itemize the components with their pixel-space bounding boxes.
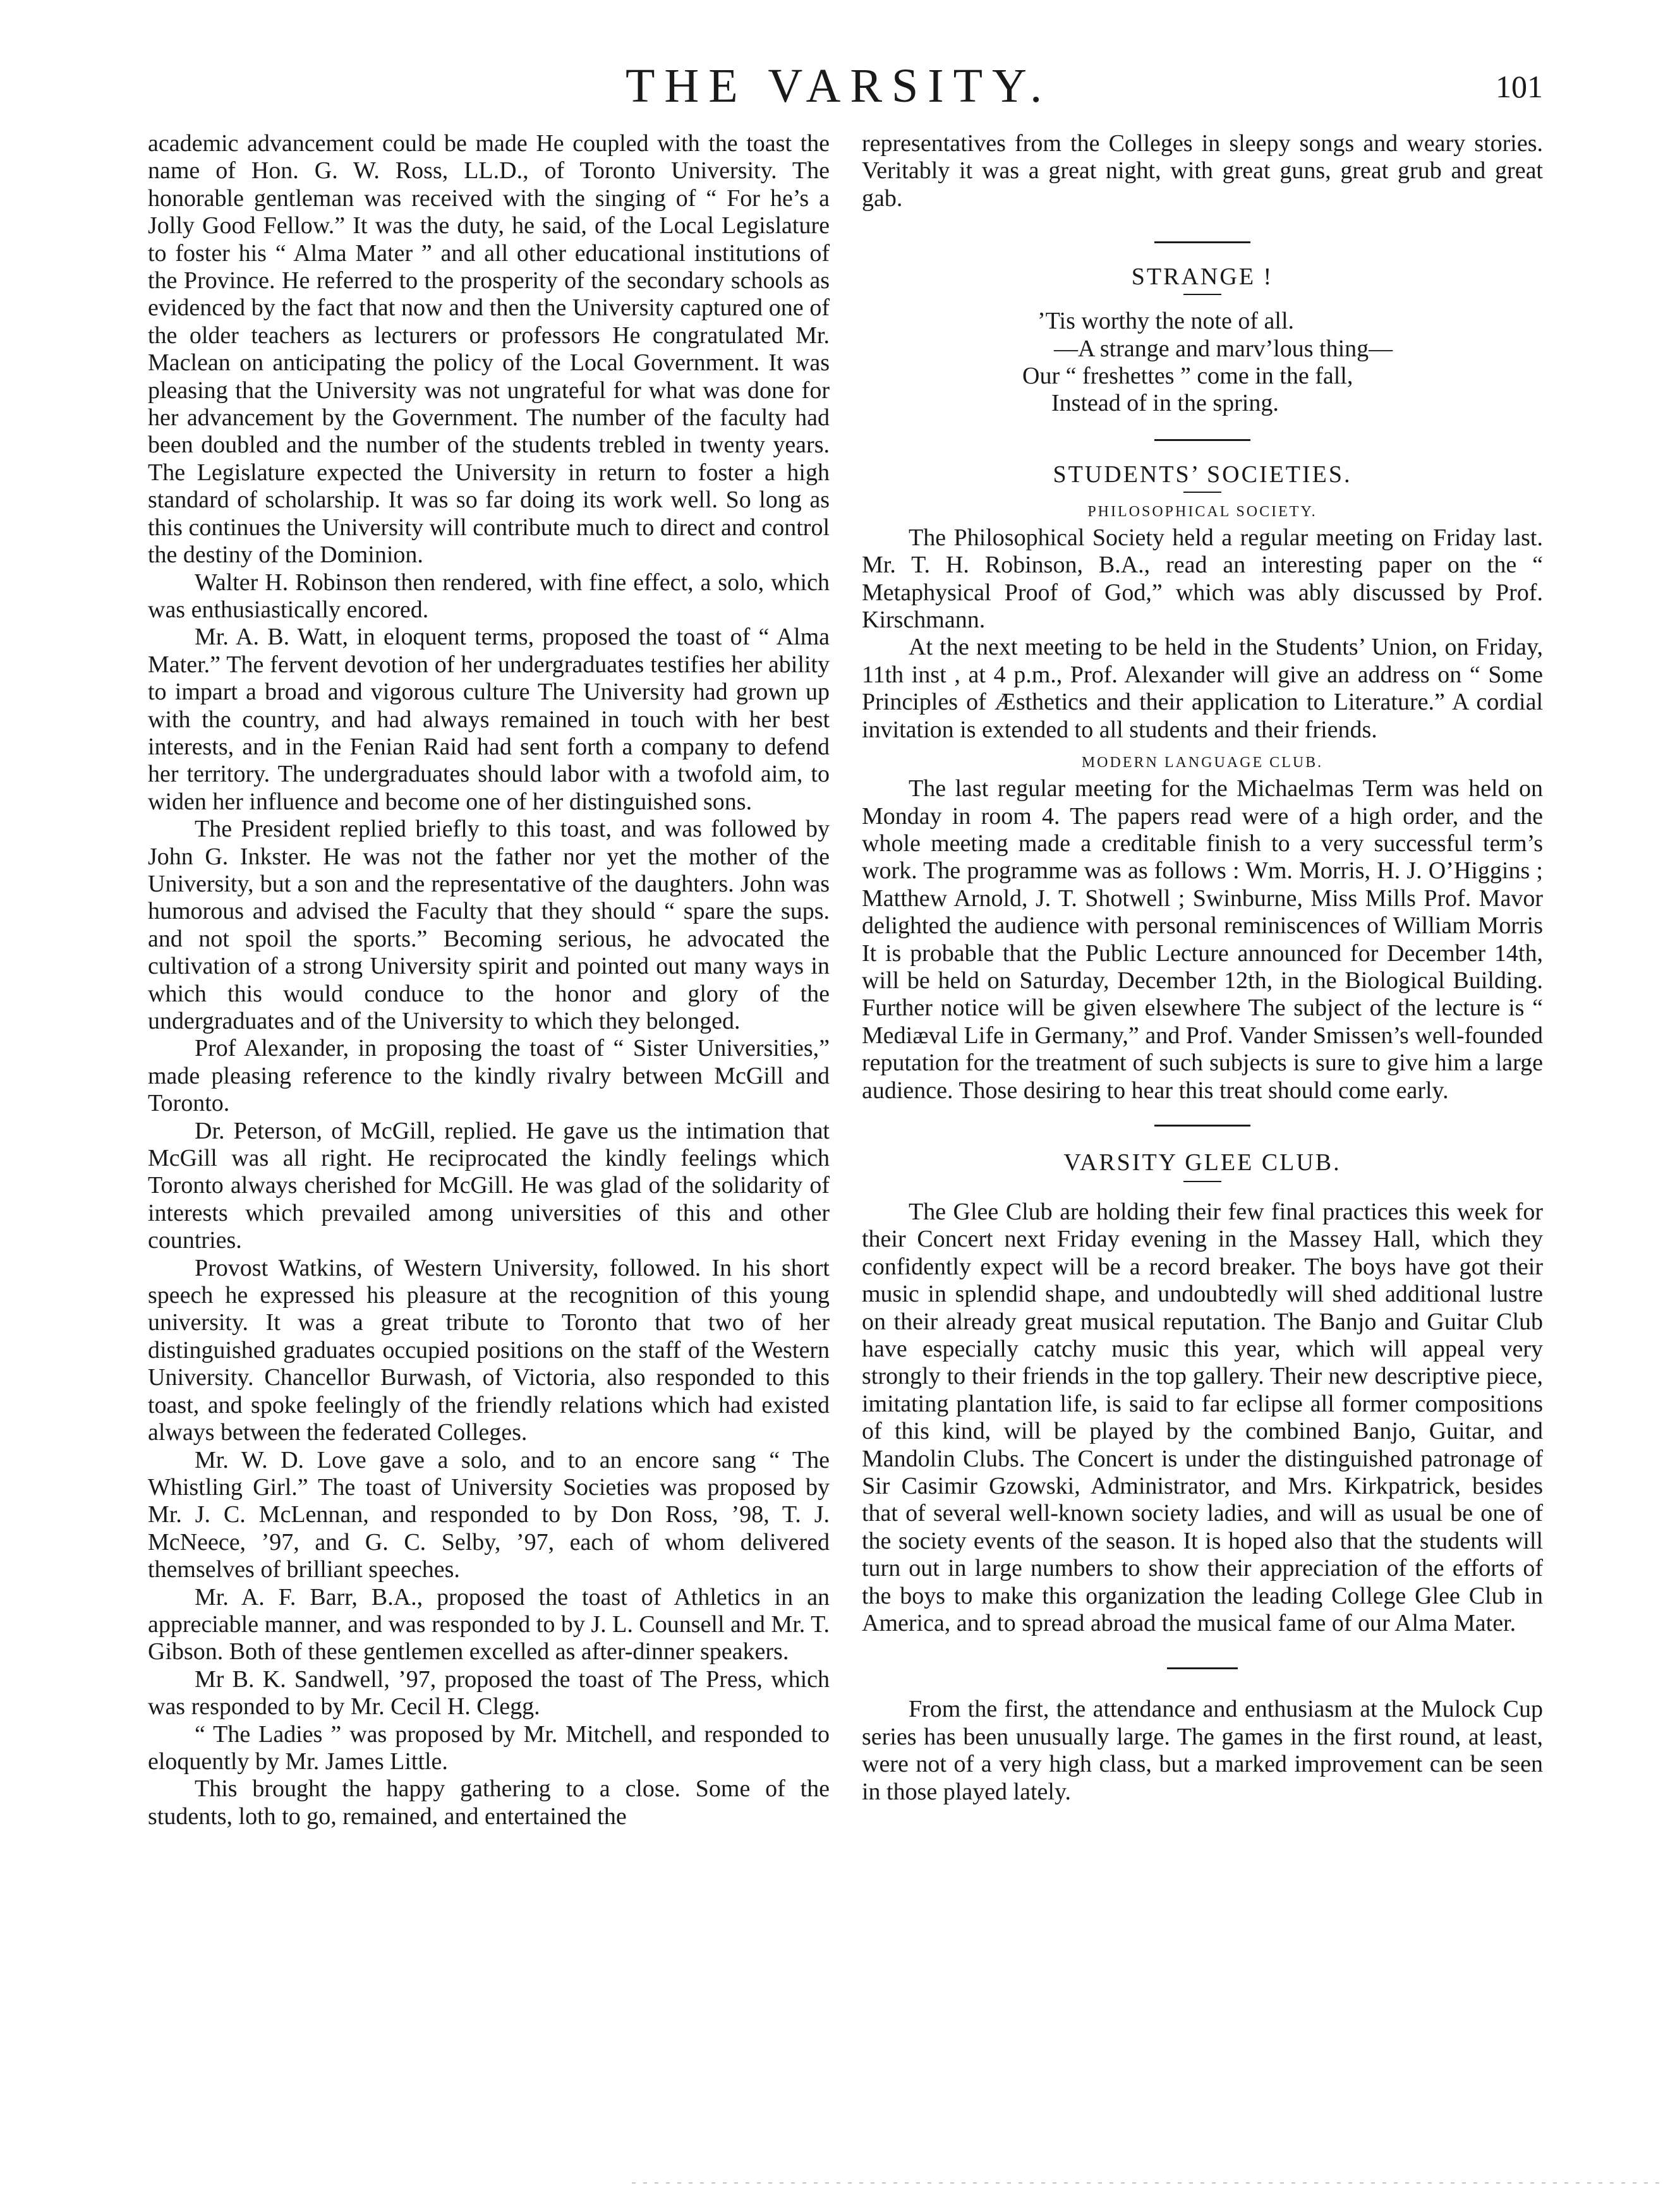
poem-line: —A strange and marv’lous thing— [1054,335,1393,362]
paragraph-continuation: representatives from the Colleges in sleepy songs and weary stories. Veritably it was a great night, with great guns, great grub and great gab. [862,130,1543,212]
paragraph-sister-universities: Prof Alexander, in proposing the toast of “ Sister Universities,” made pleasing reference to the kindly rivalry between McGill and Toronto. [148,1035,830,1117]
paragraph-love-solo: Mr. W. D. Love gave a solo, and to an encore sang “ The Whistling Girl.” The toast of University Societies was proposed by Mr. J. C. McLennan, and responded to by Don Ross, ’98, T. J. McNeece, ’97, and G. C. Selby, ’97, each of whom delivered themselves of brilliant speeches. [148,1446,830,1583]
paragraph-alma-mater-toast: Mr. A. B. Watt, in eloquent terms, proposed the toast of “ Alma Mater.” The fervent devotion of her undergraduates testifies her ability to impart a broad and vigorous culture The University had grown up with the country, and had always remained in touch with her best interests, and in the Fenian Raid had sent forth a company to defend her territory. The undergraduates should labor with a twofold aim, to widen her influence and become one of her distinguished sons. [148,624,830,815]
paragraph-provost-watkins: Provost Watkins, of Western University, followed. In his short speech he expressed his pleasure at the recognition of this young university. It was a great tribute to Toronto that two of her distinguished graduates occupied positions on the staff of the Western University. Chancellor Burwash, of Victoria, also responded to this toast, and spoke feelingly of the friendly relations which had existed always between the federated Colleges. [148,1254,830,1446]
scan-edge-artifact [632,2182,1662,2184]
paragraph-press-toast: Mr B. K. Sandwell, ’97, proposed the toast of The Press, which was responded to by Mr. Cecil H. Clegg. [148,1665,830,1720]
left-column [148,130,830,1830]
masthead-title: THE VARSITY. [626,59,1052,112]
paragraph-modern-language: The last regular meeting for the Michaelmas Term was held on Monday in room 4. The papers read were of a high order, and the whole meeting made a creditable finish to a very successful term’s work. The programme was as follows : Wm. Morris, H. J. O’Higgins ; Matthew Arnold, J. T. Shotwell ; Swinburne, Miss Mills Prof. Mavor delighted the audience with personal reminiscences of William Morris It is probable that the Public Lecture announced for December 14th, will be held on Saturday, December 12th, in the Biological Building. Further notice will be given elsewhere The subject of the lecture is “ Mediæval Life in Germany,” and Prof. Vander Smissen’s well-founded reputation for the treatment of such subjects is sure to give him a large audience. Those desiring to hear this treat should come early. [862,775,1543,1104]
poem-line: Our “ freshettes ” come in the fall, [1022,363,1353,390]
paragraph-closing: This brought the happy gathering to a close. Some of the students, loth to go, remained, and entertained the [148,1775,830,1830]
paragraph-philosophical-next: At the next meeting to be held in the Students’ Union, on Friday, 11th inst , at 4 p.m., Prof. Alexander will give an address on “ Some Principles of Æsthetics and their application to Literature.” A cordial invitation is extended to all students and their friends. [862,634,1543,743]
heading-glee-club: VARSITY GLEE CLUB. [1063,1149,1341,1176]
subheading-philosophical-society: PHILOSOPHICAL SOCIETY. [1087,503,1317,520]
right-column [862,130,1543,1806]
paragraph-philosophical-meeting: The Philosophical Society held a regular meeting on Friday last. Mr. T. H. Robinson, B.A., read an interesting paper on the “ Metaphysical Proof of God,” which was ably discussed by Prof. Kirschmann. [862,524,1543,634]
poem-line: Instead of in the spring. [1051,390,1279,417]
paragraph-glee-club: The Glee Club are holding their few final practices this week for their Concert next Friday evening in the Massey Hall, which they confidently expect will be a record breaker. The boys have got their music in splendid shape, and undoubtedly will shed additional lustre on their already great musical reputation. The Banjo and Guitar Club have especially catchy music this year, which will appeal very strongly to their friends in the top gallery. Their new descriptive piece, imitating plantation life, is said to far eclipse all former compositions of this kind, will be played by the combined Banjo, Guitar, and Mandolin Clubs. The Concert is under the distinguished patronage of Sir Casimir Gzowski, Administrator, and Mrs. Kirkpatrick, besides that of several well-known society ladies, and will as usual be one of the society events of the season. It is hoped also that the students will turn out in large numbers to show their appreciation of the efforts of the boys to make this organization the leading College Glee Club in America, and to spread abroad the musical fame of our Alma Mater. [862,1198,1543,1637]
poem-strange [862,308,1543,418]
paragraph-ladies-toast: “ The Ladies ” was proposed by Mr. Mitchell, and responded to eloquently by Mr. James Little. [148,1720,830,1775]
paragraph-president-reply: The President replied briefly to this toast, and was followed by John G. Inkster. He was not the father nor yet the mother of the University, but a son and the representative of the daughters. John was humorous and advised the Faculty that they should “ spare the sups. and not spoil the sports.” Becoming serious, he advocated the cultivation of a strong University spirit and pointed out many ways in which this would conduce to the honor and glory of the undergraduates and of the University to which they belonged. [148,816,830,1034]
heading-strange: STRANGE ! [1131,263,1274,291]
paragraph-mulock-cup: From the first, the attendance and enthusiasm at the Mulock Cup series has been unusually large. The games in the first round, at least, were not of a very high class, but a marked improvement can be seen in those played lately. [862,1696,1543,1805]
poem-line: ’Tis worthy the note of all. [1037,308,1295,335]
paragraph-toast-ross: academic advancement could be made He coupled with the toast the name of Hon. G. W. Ross, LL.D., of Toronto University. The honorable gentleman was received with the singing of “ For he’s a Jolly Good Fellow.” It was the duty, he said, of the Local Legislature to foster his “ Alma Mater ” and all other educational institutions of the Province. He referred to the prosperity of the secondary schools as evidenced by the fact that now and then the University captured one of the older teachers as lecturers or professors He congratulated Mr. Maclean on anticipating the policy of the Local Government. It was pleasing that the University was not ungrateful for what was done for her advancement by the Government. The number of the faculty had been doubled and the number of the students trebled in twenty years. The Legislature expected the University in return to foster a high standard of scholarship. It was so far doing its work well. So long as this continues the University will contribute much to direct and control the destiny of the Dominion. [148,130,830,569]
paragraph-robinson-solo: Walter H. Robinson then rendered, with fine effect, a solo, which was enthusiastically encored. [148,569,830,623]
heading-students-societies: STUDENTS’ SOCIETIES. [1053,461,1352,488]
paragraph-peterson-reply: Dr. Peterson, of McGill, replied. He gave us the intimation that McGill was all right. He reciprocated the kindly feelings which Toronto always cherished for McGill. He was glad of the solidarity of interests which prevailed among universities of this and other countries. [148,1117,830,1254]
subheading-modern-language-club: MODERN LANGUAGE CLUB. [1081,754,1324,771]
paragraph-athletics-toast: Mr. A. F. Barr, B.A., proposed the toast of Athletics in an appreciable manner, and was responded to by J. L. Counsell and Mr. T. Gibson. Both of these gentlemen excelled as after-dinner speakers. [148,1583,830,1665]
page-number: 101 [1496,69,1543,104]
